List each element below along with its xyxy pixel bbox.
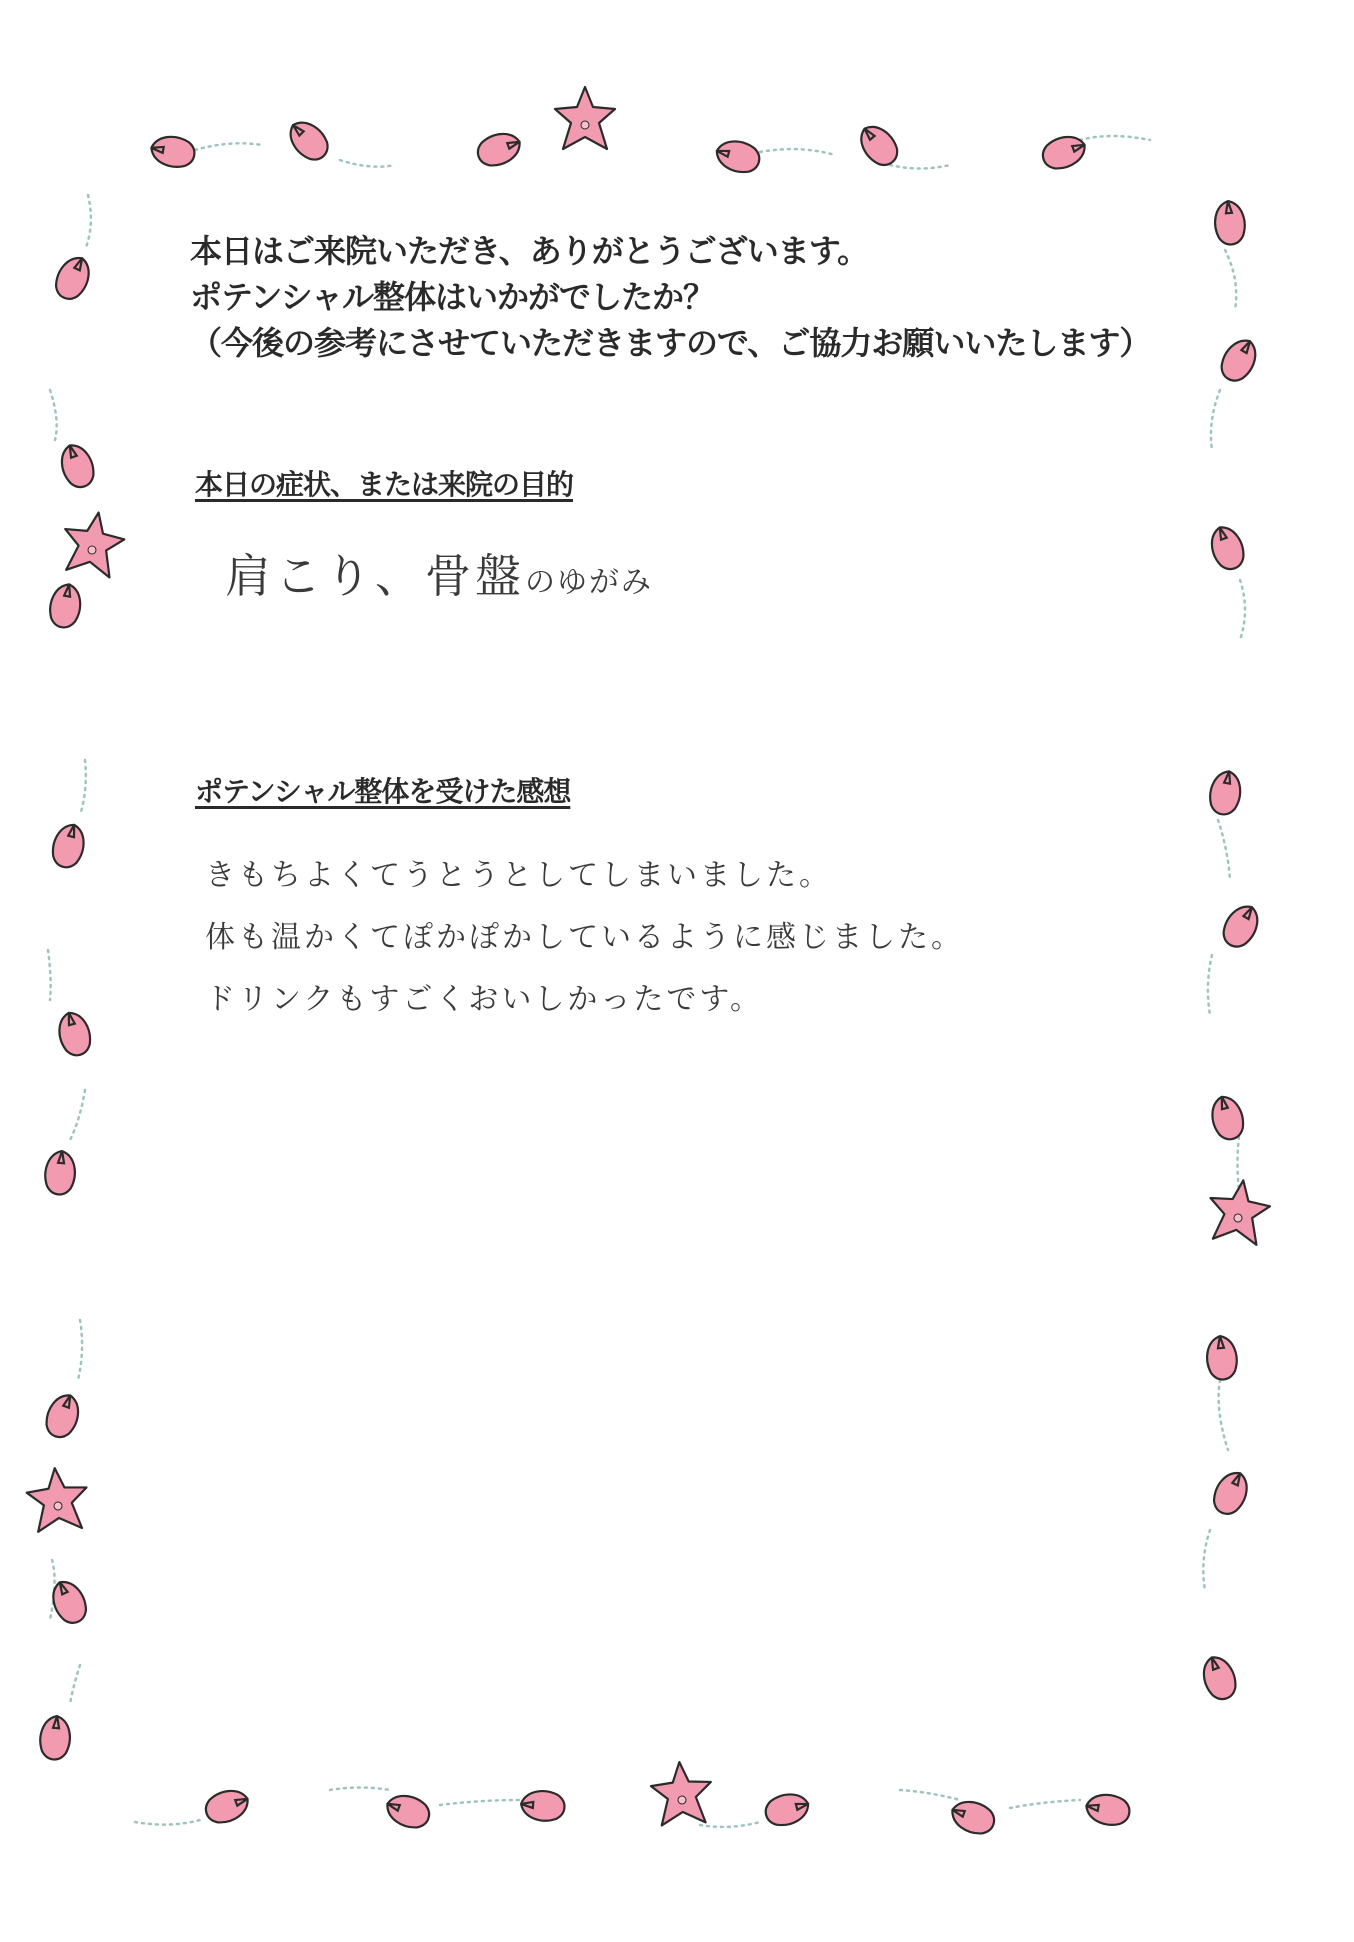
intro-line-3: （今後の参考にさせていただきますので、ご協力お願いいたします） — [190, 324, 1151, 362]
impressions-answer — [205, 845, 964, 1031]
symptoms-answer-main: 肩こり、骨盤 — [225, 549, 525, 603]
impressions-heading: ポテンシャル整体を受けた感想 — [195, 775, 571, 808]
impressions-line-3: ドリンクもすごくおいしかったです。 — [205, 982, 763, 1017]
impressions-line-2: 体も温かくてぽかぽかしているように感じました。 — [205, 920, 964, 955]
symptoms-answer-tail: のゆがみ — [525, 565, 653, 600]
intro-line-1: 本日はご来院いただき、ありがとうございます。 — [190, 232, 869, 270]
impressions-line-1: きもちよくてうとうとしてしまいました。 — [205, 858, 832, 893]
symptoms-answer — [225, 540, 653, 606]
intro-line-2: ポテンシャル整体はいかがでしたか？ — [190, 278, 714, 316]
intro-text — [190, 228, 1190, 366]
symptoms-heading: 本日の症状、または来院の目的 — [195, 468, 574, 501]
